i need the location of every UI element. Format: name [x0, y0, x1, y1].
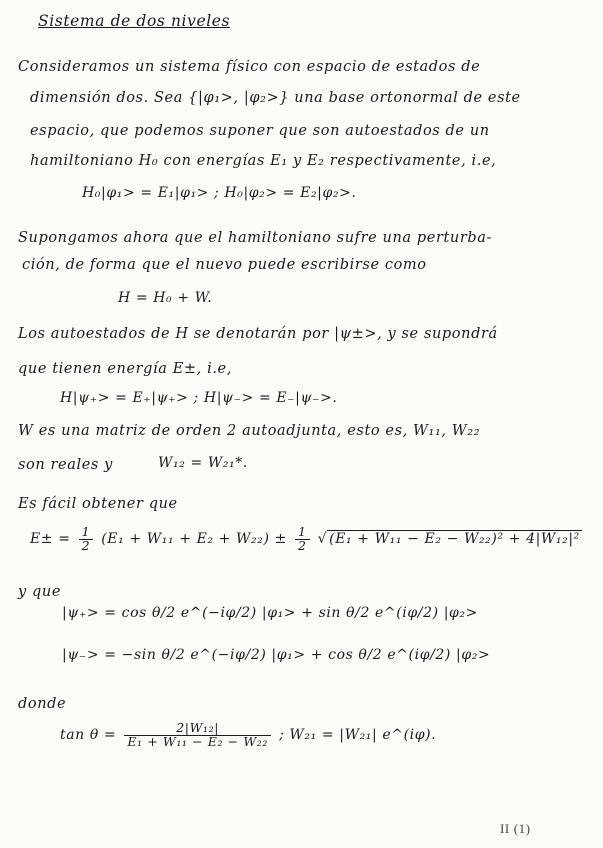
equation-w12: W₁₂ = W₂₁*.: [158, 455, 248, 471]
sqrt-argument: (E₁ + W₁₁ − E₂ − W₂₂)² + 4|W₁₂|²: [329, 531, 580, 547]
equation-h0: H₀|φ₁> = E₁|φ₁> ; H₀|φ₂> = E₂|φ₂>.: [82, 185, 357, 201]
equation-part: (E₁ + W₁₁ + E₂ + W₂₂) ±: [101, 531, 287, 547]
equation-eigen: H|ψ₊> = E₊|ψ₊> ; H|ψ₋> = E₋|ψ₋>.: [60, 390, 338, 406]
equation-lhs: tan θ =: [60, 727, 117, 743]
equation-tan: [60, 722, 436, 748]
paragraph-line: W es una matriz de orden 2 autoadjunta, esto es, W₁₁, W₂₂: [18, 423, 481, 439]
fraction-half: $\frac{1}{2}$: [79, 526, 94, 552]
paragraph-line: que tienen energía E±, i.e,: [18, 361, 232, 377]
paragraph-line: Es fácil obtener que: [18, 496, 178, 512]
paragraph-line: Consideramos un sistema físico con espacio de estados de: [18, 59, 481, 75]
paragraph-line: y que: [18, 584, 62, 600]
paragraph-line: espacio, que podemos suponer que son autoestados de un: [30, 123, 490, 139]
fraction-half: $\frac{1}{2}$: [295, 526, 310, 552]
paragraph-line: hamiltoniano H₀ con energías E₁ y E₂ respectivamente, i.e,: [30, 153, 497, 169]
equation-energies: [30, 526, 582, 552]
paragraph-line: Los autoestados de H se denotarán por |ψ±>, y se supondrá: [18, 326, 498, 342]
paragraph-line: dimensión dos. Sea {|φ₁>, |φ₂>} una base ortonormal de este: [30, 90, 521, 106]
page-number: II (1): [500, 821, 531, 836]
equation-psi-plus: |ψ₊> = cos θ/2 e^(−iφ/2) |φ₁> + sin θ/2 e^(iφ/2) |φ₂>: [62, 605, 478, 621]
equation-h: H = H₀ + W.: [118, 290, 213, 306]
fraction-tan: $\frac{\text{2|W₁₂|}}{\text{E₁ + W₁₁ − E₂ − W₂₂}}$: [124, 722, 271, 748]
sqrt-symbol: √: [317, 531, 328, 547]
paragraph-line: Supongamos ahora que el hamiltoniano sufre una perturba-: [18, 230, 492, 246]
equation-lhs: E± =: [30, 531, 71, 547]
paragraph-line: ción, de forma que el nuevo puede escribirse como: [22, 257, 427, 273]
equation-psi-minus: |ψ₋> = −sin θ/2 e^(−iφ/2) |φ₁> + cos θ/2 e^(iφ/2) |φ₂>: [62, 647, 491, 663]
equation-rhs: ; W₂₁ = |W₂₁| e^(iφ).: [279, 727, 437, 743]
paragraph-line: son reales y: [18, 457, 113, 473]
page-title: Sistema de dos niveles: [38, 12, 231, 30]
paragraph-line: donde: [18, 696, 67, 712]
